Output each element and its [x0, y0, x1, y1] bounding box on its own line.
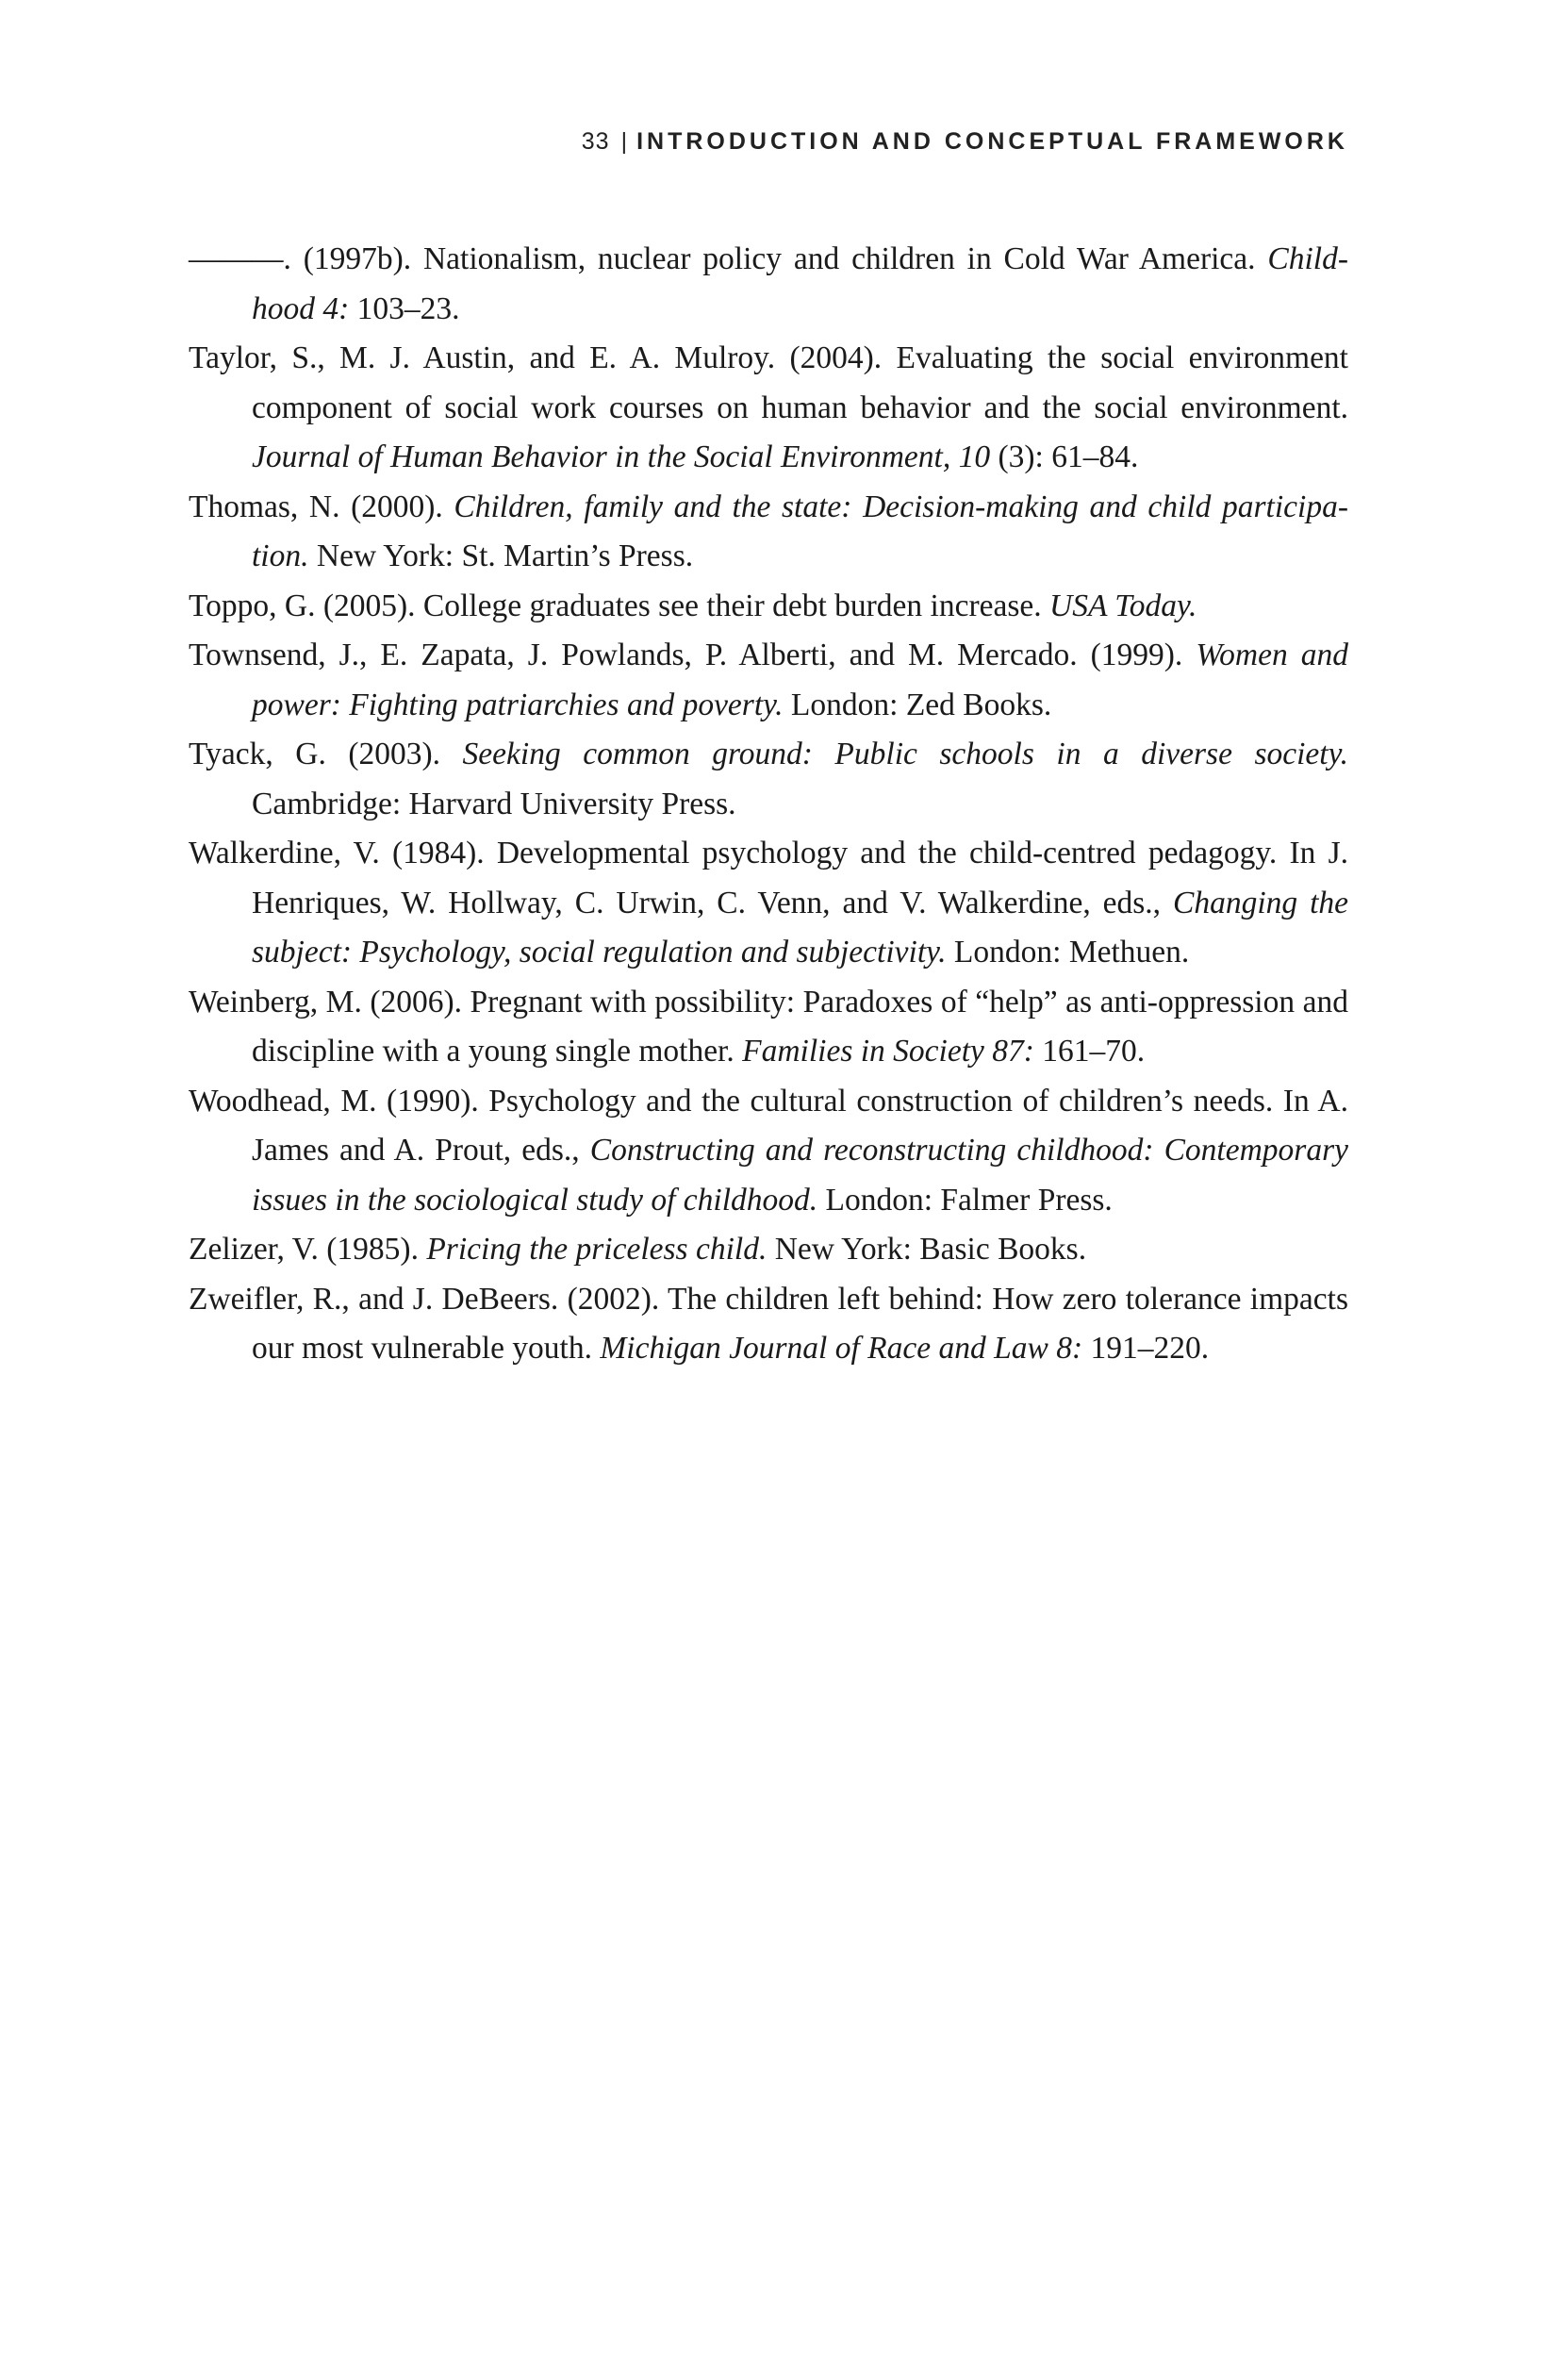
running-head: [582, 128, 1348, 156]
reference-entry: [189, 582, 1348, 632]
reference-entry: [189, 1077, 1348, 1226]
reference-entry: [189, 235, 1348, 334]
reference-source: Childhood 4:: [252, 241, 1348, 326]
reference-details: 103–23.: [349, 290, 460, 326]
reference-details: London: Falmer Press.: [817, 1182, 1113, 1218]
reference-source: Seeking common ground: Public schools in a diverse society.: [462, 737, 1348, 771]
header-separator: |: [620, 128, 628, 155]
reference-text: Townsend, J., E. Zapata, J. Powlands, P. Alberti, and M. Mercado. (1999).: [189, 638, 1197, 672]
reference-details: 161–70.: [1033, 1034, 1146, 1069]
reference-entry: [189, 631, 1348, 730]
reference-source: Women and power: Fighting patriarchies and poverty.: [252, 638, 1348, 722]
reference-details: London: Methuen.: [946, 935, 1190, 970]
reference-entry: [189, 829, 1348, 978]
reference-entry: [189, 334, 1348, 483]
chapter-title: INTRODUCTION AND CONCEPTUAL FRAMEWORK: [636, 128, 1348, 155]
reference-details: Cambridge: Harvard University Press.: [252, 786, 736, 821]
reference-details: (3): 61–84.: [990, 439, 1139, 474]
reference-text: Thomas, N. (2000).: [189, 489, 454, 524]
reference-entry: [189, 978, 1348, 1077]
reference-source: Pricing the priceless child.: [426, 1232, 767, 1267]
reference-source: Children, family and the state: Decision-making and child participation.: [252, 489, 1348, 573]
reference-text: Walkerdine, V. (1984). Developmental psychology and the child-centred pedagogy. In J. Henriques, W. Hollway, C. Urwin, C. Venn, and V. Walkerdine, eds.,: [189, 836, 1348, 920]
reference-entry: [189, 483, 1348, 582]
reference-text: Zweifler, R., and J. DeBeers. (2002). The children left behind: How zero tolerance impacts our most vulnerable youth.: [189, 1281, 1348, 1366]
reference-text: ———. (1997b). Nationalism, nuclear policy and children in Cold War America.: [189, 241, 1268, 276]
reference-details: New York: Basic Books.: [767, 1232, 1087, 1267]
reference-text: Toppo, G. (2005). College graduates see their debt burden increase.: [189, 588, 1050, 623]
reference-source: Constructing and reconstructing childhood: Contemporary issues in the sociological study of childhood.: [252, 1133, 1348, 1218]
reference-text: Taylor, S., M. J. Austin, and E. A. Mulroy. (2004). Evaluating the social environment component of social work courses on human behavior and the social environment.: [189, 340, 1348, 425]
reference-entry: [189, 730, 1348, 829]
reference-source: Changing the subject: Psychology, social regulation and subjectivity.: [252, 885, 1348, 970]
reference-details: London: Zed Books.: [783, 687, 1052, 722]
reference-text: Weinberg, M. (2006). Pregnant with possibility: Paradoxes of “help” as anti-oppression and discipline with a young single mother.: [189, 984, 1348, 1069]
reference-entry: [189, 1275, 1348, 1374]
reference-list: [189, 235, 1348, 1374]
reference-entry: [189, 1225, 1348, 1275]
reference-source: Michigan Journal of Race and Law 8:: [600, 1331, 1083, 1366]
reference-source: USA Today.: [1049, 588, 1197, 623]
page-number: 33: [581, 128, 610, 155]
reference-text: Tyack, G. (2003).: [189, 737, 463, 771]
reference-details: New York: St. Martin’s Press.: [308, 539, 694, 573]
reference-text: Zelizer, V. (1985).: [189, 1232, 427, 1267]
reference-source: Families in Society 87:: [742, 1034, 1034, 1069]
reference-source: Journal of Human Behavior in the Social Environment, 10: [252, 439, 991, 474]
reference-text: Woodhead, M. (1990). Psychology and the cultural construction of children’s needs. In A. James and A. Prout, eds.,: [189, 1083, 1348, 1168]
reference-details: 191–220.: [1082, 1331, 1210, 1366]
